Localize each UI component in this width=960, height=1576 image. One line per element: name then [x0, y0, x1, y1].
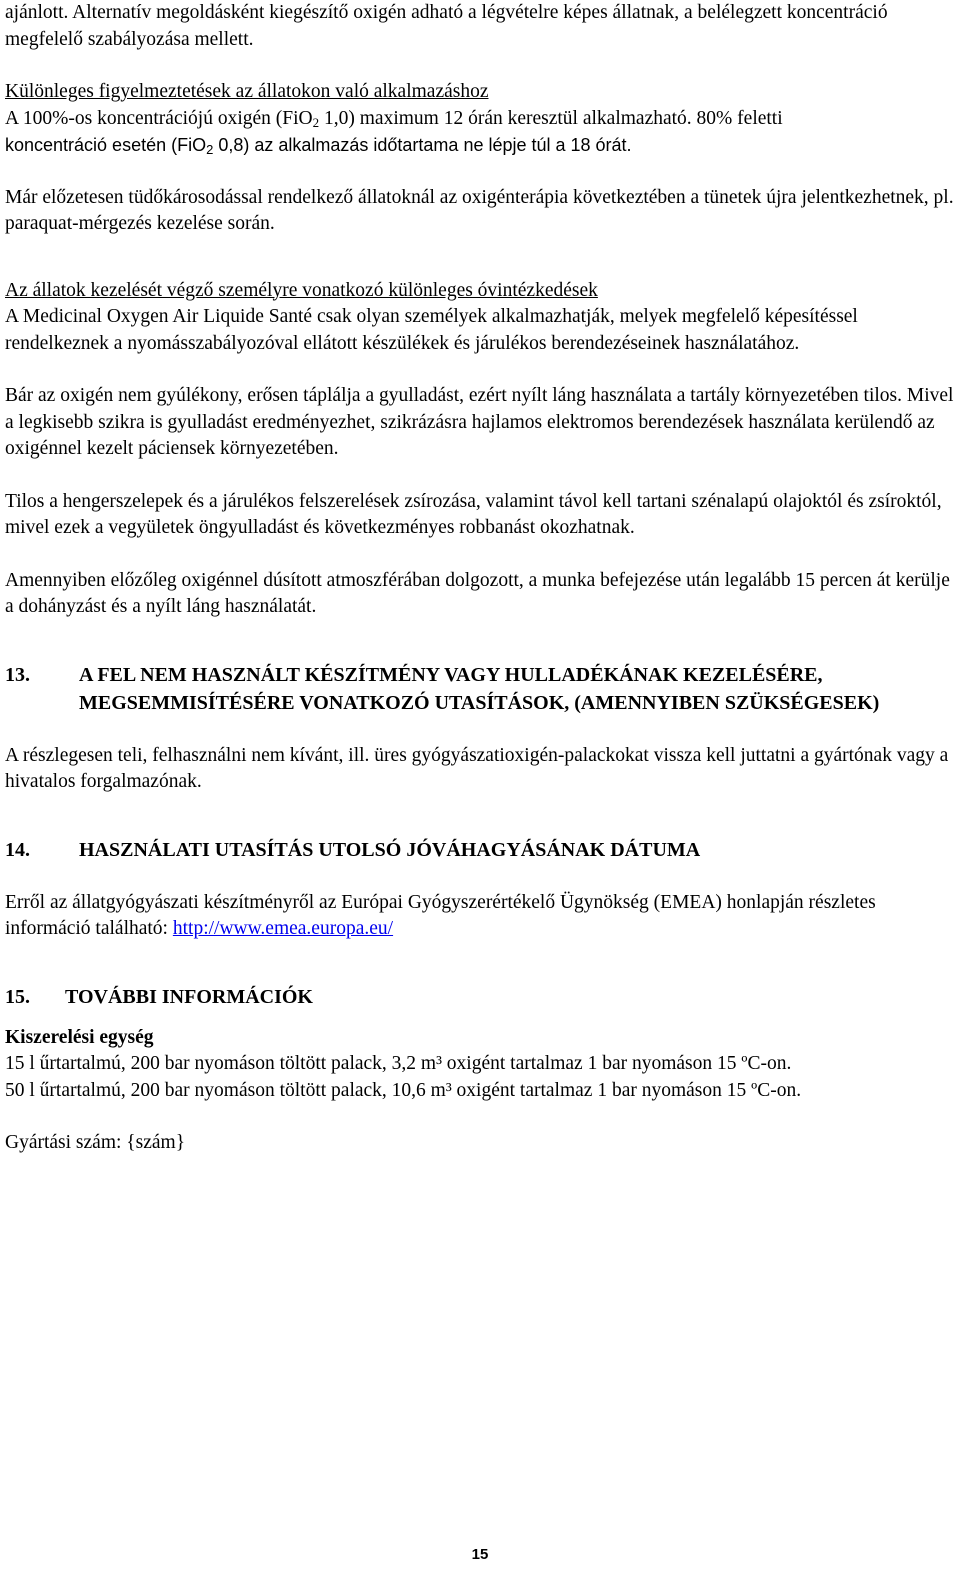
section-13-body: A részlegesen teli, felhasználni nem kívánt, ill. üres gyógyászatioxigén-palackokat vissza kell juttatni a gyártónak vagy a hivatalos forgalmazónak. — [5, 744, 949, 792]
precautions-paragraph-3: Tilos a hengerszelepek és a járulékos felszerelések zsírozása, valamint távol kell tartani szénalapú olajoktól és zsíroktól, mivel ezek a vegyületek öngyulladást és következményes robbanást okozhatnak. — [5, 490, 942, 538]
warnings-line-1 — [5, 106, 957, 133]
packaging-subtitle: Kiszerelési egység — [5, 1026, 154, 1048]
precautions-heading: Az állatok kezelését végző személyre vonatkozó különleges óvintézkedések — [5, 279, 598, 301]
warnings-line-2 — [5, 132, 957, 159]
page-number: 15 — [471, 1546, 489, 1563]
packaging-line-2: 50 l űrtartalmú, 200 bar nyomáson töltött palack, 10,6 m³ oxigént tartalmaz 1 bar nyomáson 15 ºC-on. — [5, 1079, 802, 1101]
packaging-line-1: 15 l űrtartalmú, 200 bar nyomáson töltött palack, 3,2 m³ oxigént tartalmaz 1 bar nyomáson 15 ºC-on. — [5, 1053, 792, 1074]
section-14-heading — [5, 836, 957, 864]
precautions-paragraph-4: Amennyiben előzőleg oxigénnel dúsított atmoszférában dolgozott, a munka befejezése után legalább 15 percen át kerülje a dohányzást és a nyílt láng használatát. — [5, 569, 950, 617]
warnings-paragraph-2: Már előzetesen tüdőkárosodással rendelkező állatoknál az oxigénterápia következtében a tünetek újra jelentkezhetnek, pl. paraquat-mérgezés kezelése során. — [5, 186, 954, 234]
emea-website-link[interactable]: http://www.emea.europa.eu/ — [172, 918, 394, 939]
section-14-title: HASZNÁLATI UTASÍTÁS UTOLSÓ JÓVÁHAGYÁSÁNAK DÁTUMA — [79, 838, 701, 861]
warnings-line-1-text-a: A 100%-os koncentrációjú oxigén (FiO — [5, 107, 313, 129]
warnings-line-2-text-b: 0,8) az alkalmazás időtartama ne lépje túl a 18 órát. — [213, 135, 632, 155]
section-14-number: 14. — [5, 838, 30, 861]
document-page — [5, 0, 957, 1157]
section-15-title: TOVÁBBI INFORMÁCIÓK — [65, 985, 313, 1008]
precautions-paragraph-1: A Medicinal Oxygen Air Liquide Santé csak olyan személyek alkalmazhatják, melyek megfelelő képesítéssel rendelkeznek a nyomásszabályozóval ellátott készülékek és járulékos berendezéseinek használatához. — [5, 306, 858, 354]
warnings-heading: Különleges figyelmeztetések az állatokon való alkalmazáshoz — [5, 81, 489, 102]
warnings-line-1-subscript: 2 — [312, 114, 320, 130]
batch-number: Gyártási szám: {szám} — [5, 1132, 186, 1153]
section-14-body-text: Erről az állatgyógyászati készítményről az Európai Gyógyszerértékelő Ügynökség (EMEA) honlapján részletes információ található: — [5, 891, 876, 939]
intro-paragraph: ajánlott. Alternatív megoldásként kiegészítő oxigén adható a légvételre képes állatnak, a belélegzett koncentráció megfelelő szabályozása mellett. — [5, 2, 888, 50]
section-13-heading — [5, 661, 957, 717]
warnings-line-1-text-b: 1,0) maximum 12 órán keresztül alkalmazható. 80% feletti — [319, 107, 783, 129]
precautions-paragraph-2: Bár az oxigén nem gyúlékony, erősen táplálja a gyulladást, ezért nyílt láng használata a tartály környezetében tilos. Mivel a legkisebb szikra is gyulladást eredményezhet, szikrázásra hajlamos elektromos berendezések használata kerülendő az oxigénnel kezelt páciensek környezetében. — [5, 385, 954, 459]
section-14-body — [5, 890, 957, 943]
warnings-line-2-text-a: koncentráció esetén (FiO — [5, 135, 207, 155]
warnings-line-2-subscript: 2 — [206, 142, 214, 157]
section-15-heading — [5, 983, 957, 1011]
section-13-number: 13. — [5, 663, 30, 686]
section-13-title: A FEL NEM HASZNÁLT KÉSZÍTMÉNY VAGY HULLADÉKÁNAK KEZELÉSÉRE, MEGSEMMISÍTÉSÉRE VONATKOZÓ UTASÍTÁSOK, (AMENNYIBEN SZÜKSÉGESEK) — [79, 663, 880, 714]
section-15-number: 15. — [5, 985, 30, 1008]
